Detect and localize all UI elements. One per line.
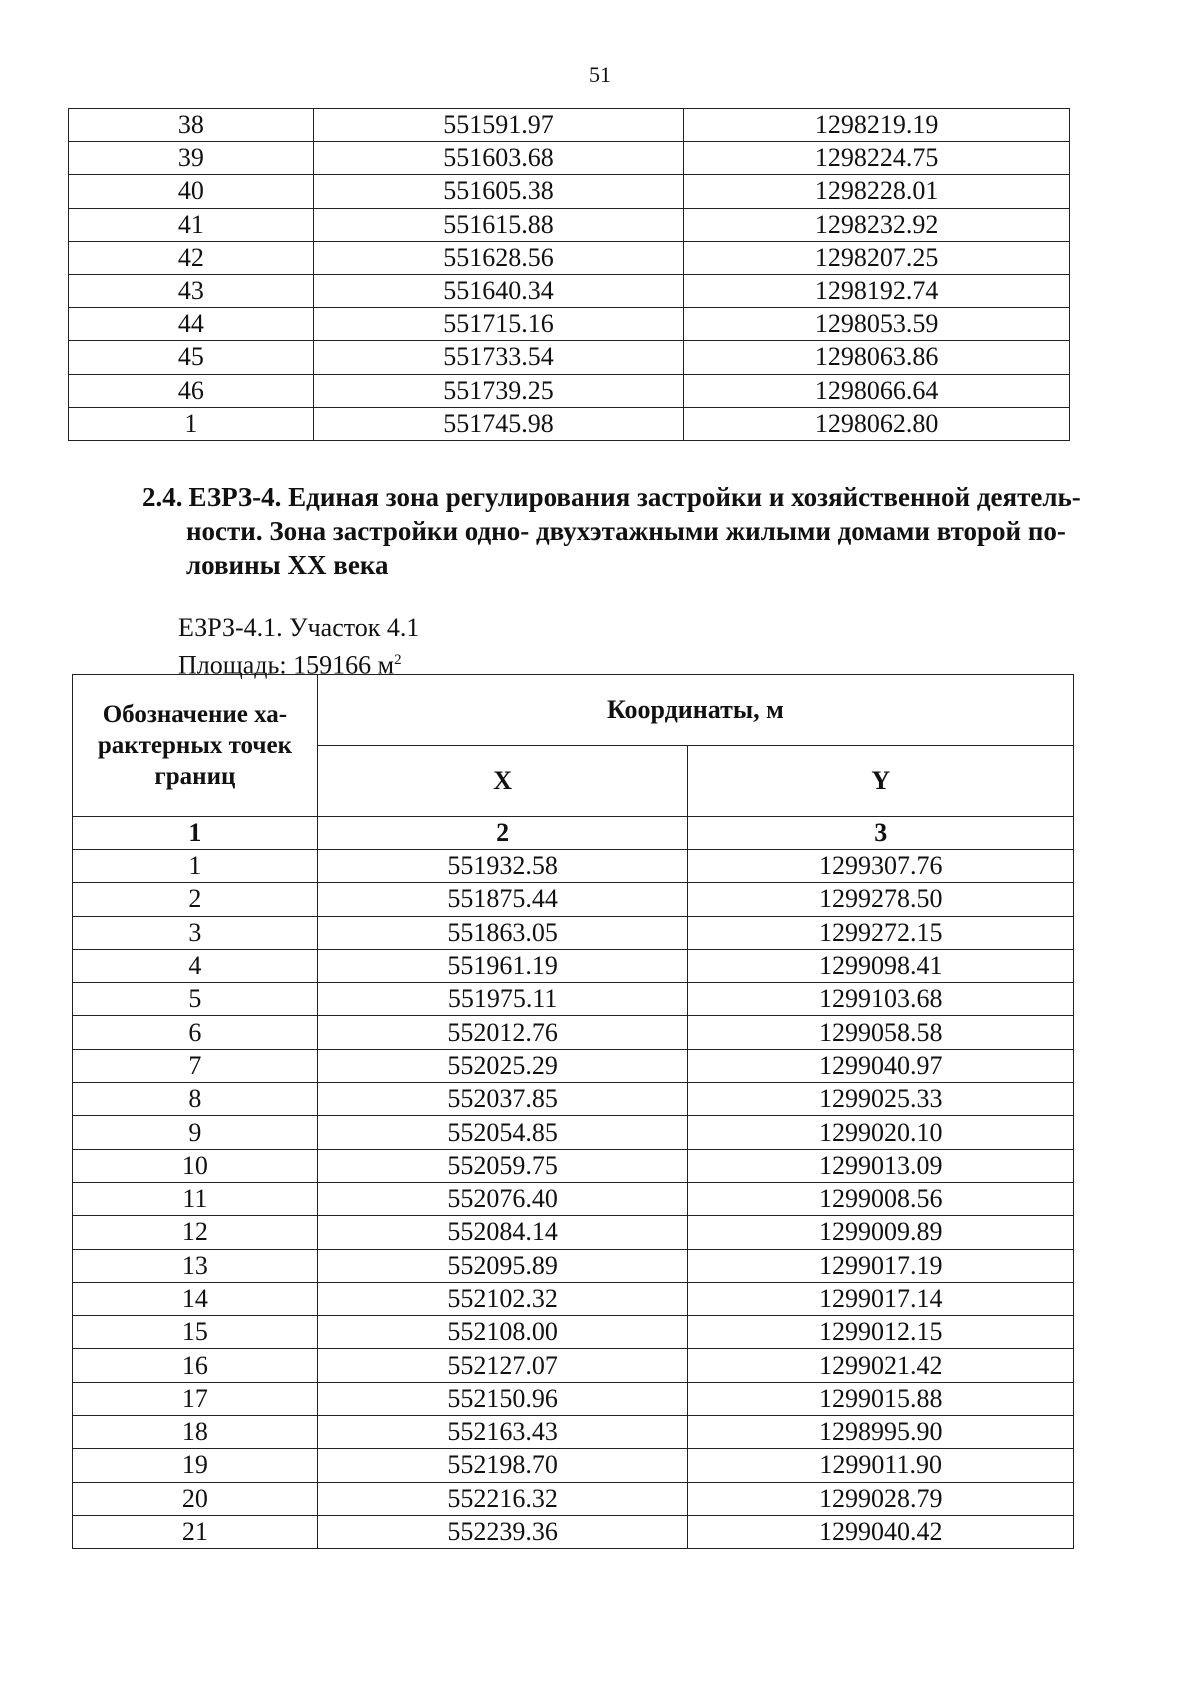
table-row	[69, 241, 1070, 274]
y-coordinate-cell: 1299028.79	[688, 1482, 1074, 1515]
x-coordinate-cell: 551932.58	[317, 850, 688, 883]
point-cell: 16	[73, 1349, 318, 1382]
table-row	[69, 374, 1070, 407]
y-coordinate-cell: 1298066.64	[684, 374, 1070, 407]
y-coordinate-cell: 1298063.86	[684, 341, 1070, 374]
table-row	[73, 1116, 1074, 1149]
point-cell: 40	[69, 175, 314, 208]
y-coordinate-cell: 1299017.19	[688, 1249, 1074, 1282]
y-coordinate-cell: 1299017.14	[688, 1282, 1074, 1315]
table-row	[73, 1149, 1074, 1182]
y-coordinate-cell: 1299012.15	[688, 1316, 1074, 1349]
column-index-3: 3	[688, 817, 1074, 850]
section-title-line-1: ЕЗРЗ-4. Единая зона регулирования застройки и хозяйственной деятель-	[188, 482, 1081, 512]
y-coordinate-cell: 1299008.56	[688, 1182, 1074, 1215]
table-body	[69, 109, 1070, 441]
point-cell: 45	[69, 341, 314, 374]
point-cell: 41	[69, 208, 314, 241]
plot-name: ЕЗРЗ-4.1. Участок 4.1	[178, 613, 420, 642]
column-index-2: 2	[317, 817, 688, 850]
y-coordinate-cell: 1299272.15	[688, 916, 1074, 949]
point-cell: 11	[73, 1182, 318, 1215]
x-coordinate-cell: 551591.97	[313, 109, 684, 142]
x-coordinate-cell: 552216.32	[317, 1482, 688, 1515]
table-row	[73, 1416, 1074, 1449]
x-coordinate-cell: 552054.85	[317, 1116, 688, 1149]
y-coordinate-cell: 1299058.58	[688, 1016, 1074, 1049]
x-coordinate-cell: 551875.44	[317, 883, 688, 916]
column-index-1: 1	[73, 817, 318, 850]
x-coordinate-cell: 552025.29	[317, 1049, 688, 1082]
table-row	[73, 1016, 1074, 1049]
point-cell: 8	[73, 1083, 318, 1116]
table-row	[73, 983, 1074, 1016]
y-coordinate-cell: 1299278.50	[688, 883, 1074, 916]
point-cell: 1	[69, 407, 314, 440]
y-coordinate-cell: 1299009.89	[688, 1216, 1074, 1249]
x-coordinate-cell: 552150.96	[317, 1382, 688, 1415]
y-coordinate-cell: 1299025.33	[688, 1083, 1074, 1116]
table-row	[73, 883, 1074, 916]
table-row	[69, 142, 1070, 175]
x-coordinate-cell: 551975.11	[317, 983, 688, 1016]
coordinates-table	[72, 674, 1074, 1549]
section-title-line-3: ловины XX века	[186, 550, 389, 580]
y-coordinate-cell: 1299021.42	[688, 1349, 1074, 1382]
x-coordinate-cell: 552102.32	[317, 1282, 688, 1315]
x-coordinate-cell: 551733.54	[313, 341, 684, 374]
x-coordinate-cell: 552037.85	[317, 1083, 688, 1116]
point-cell: 7	[73, 1049, 318, 1082]
point-cell: 14	[73, 1282, 318, 1315]
x-coordinate-cell: 551640.34	[313, 274, 684, 307]
x-coordinate-cell: 551603.68	[313, 142, 684, 175]
y-coordinate-cell: 1299103.68	[688, 983, 1074, 1016]
x-coordinate-cell: 552127.07	[317, 1349, 688, 1382]
y-coordinate-cell: 1298053.59	[684, 308, 1070, 341]
point-cell: 44	[69, 308, 314, 341]
point-cell: 6	[73, 1016, 318, 1049]
plot-area-unit-exponent: 2	[394, 652, 402, 668]
table-row	[73, 1049, 1074, 1082]
table-row	[73, 1382, 1074, 1415]
table-row	[73, 1515, 1074, 1548]
table-header	[73, 675, 1074, 850]
x-coordinate-cell: 552084.14	[317, 1216, 688, 1249]
section-number: 2.4.	[142, 482, 183, 512]
table-row	[69, 308, 1070, 341]
x-coordinate-cell: 551715.16	[313, 308, 684, 341]
point-cell: 12	[73, 1216, 318, 1249]
y-coordinate-cell: 1298207.25	[684, 241, 1070, 274]
table-row	[69, 407, 1070, 440]
table-row	[69, 175, 1070, 208]
x-coordinate-cell: 551739.25	[313, 374, 684, 407]
point-cell: 21	[73, 1515, 318, 1548]
point-cell: 19	[73, 1449, 318, 1482]
x-coordinate-cell: 552076.40	[317, 1182, 688, 1215]
x-coordinate-cell: 552239.36	[317, 1515, 688, 1548]
y-coordinate-cell: 1298062.80	[684, 407, 1070, 440]
x-coordinate-cell: 551615.88	[313, 208, 684, 241]
column-index-row	[73, 817, 1074, 850]
coordinates-table-continued	[68, 108, 1070, 441]
header-coordinates: Координаты, м	[317, 675, 1073, 746]
point-cell: 4	[73, 949, 318, 982]
y-coordinate-cell: 1299013.09	[688, 1149, 1074, 1182]
x-coordinate-cell: 551863.05	[317, 916, 688, 949]
table-row	[73, 1182, 1074, 1215]
plot-area-label: Площадь: 159166 м	[178, 650, 395, 680]
x-coordinate-cell: 552095.89	[317, 1249, 688, 1282]
x-coordinate-cell: 551628.56	[313, 241, 684, 274]
table-row	[73, 1282, 1074, 1315]
header-row-1	[73, 675, 1074, 746]
y-coordinate-cell: 1299098.41	[688, 949, 1074, 982]
table-row	[73, 1216, 1074, 1249]
point-cell: 18	[73, 1416, 318, 1449]
point-cell: 17	[73, 1382, 318, 1415]
x-coordinate-cell: 552012.76	[317, 1016, 688, 1049]
y-coordinate-cell: 1298192.74	[684, 274, 1070, 307]
y-coordinate-cell: 1299040.42	[688, 1515, 1074, 1548]
table-row	[73, 1449, 1074, 1482]
header-x: X	[317, 746, 688, 817]
y-coordinate-cell: 1298995.90	[688, 1416, 1074, 1449]
point-cell: 20	[73, 1482, 318, 1515]
x-coordinate-cell: 551605.38	[313, 175, 684, 208]
y-coordinate-cell: 1299020.10	[688, 1116, 1074, 1149]
point-cell: 10	[73, 1149, 318, 1182]
table-row	[73, 1316, 1074, 1349]
x-coordinate-cell: 552108.00	[317, 1316, 688, 1349]
x-coordinate-cell: 551961.19	[317, 949, 688, 982]
plot-info	[178, 612, 419, 682]
x-coordinate-cell: 552059.75	[317, 1149, 688, 1182]
point-cell: 39	[69, 142, 314, 175]
point-cell: 42	[69, 241, 314, 274]
page-number: 51	[589, 62, 611, 87]
table-row	[69, 274, 1070, 307]
table-row	[73, 1249, 1074, 1282]
point-cell: 2	[73, 883, 318, 916]
y-coordinate-cell: 1299307.76	[688, 850, 1074, 883]
y-coordinate-cell: 1298219.19	[684, 109, 1070, 142]
point-cell: 15	[73, 1316, 318, 1349]
point-cell: 13	[73, 1249, 318, 1282]
x-coordinate-cell: 551745.98	[313, 407, 684, 440]
table-row	[73, 949, 1074, 982]
point-cell: 3	[73, 916, 318, 949]
table-row	[73, 1482, 1074, 1515]
table-row	[73, 850, 1074, 883]
y-coordinate-cell: 1299011.90	[688, 1449, 1074, 1482]
point-cell: 46	[69, 374, 314, 407]
header-point-designation: Обозначение ха- рактерных точек границ	[73, 675, 318, 817]
header-y: Y	[688, 746, 1074, 817]
x-coordinate-cell: 552198.70	[317, 1449, 688, 1482]
table-row	[73, 1083, 1074, 1116]
point-cell: 1	[73, 850, 318, 883]
table-row	[73, 916, 1074, 949]
point-cell: 5	[73, 983, 318, 1016]
table-row	[69, 208, 1070, 241]
point-cell: 38	[69, 109, 314, 142]
y-coordinate-cell: 1298228.01	[684, 175, 1070, 208]
y-coordinate-cell: 1299040.97	[688, 1049, 1074, 1082]
section-title-line-2: ности. Зона застройки одно- двухэтажными жилыми домами второй по-	[186, 516, 1066, 546]
x-coordinate-cell: 552163.43	[317, 1416, 688, 1449]
point-cell: 43	[69, 274, 314, 307]
table-row	[69, 341, 1070, 374]
y-coordinate-cell: 1298232.92	[684, 208, 1070, 241]
y-coordinate-cell: 1298224.75	[684, 142, 1070, 175]
section-heading	[142, 480, 1138, 582]
table-row	[73, 1349, 1074, 1382]
y-coordinate-cell: 1299015.88	[688, 1382, 1074, 1415]
table-body	[73, 850, 1074, 1549]
point-cell: 9	[73, 1116, 318, 1149]
table-row	[69, 109, 1070, 142]
